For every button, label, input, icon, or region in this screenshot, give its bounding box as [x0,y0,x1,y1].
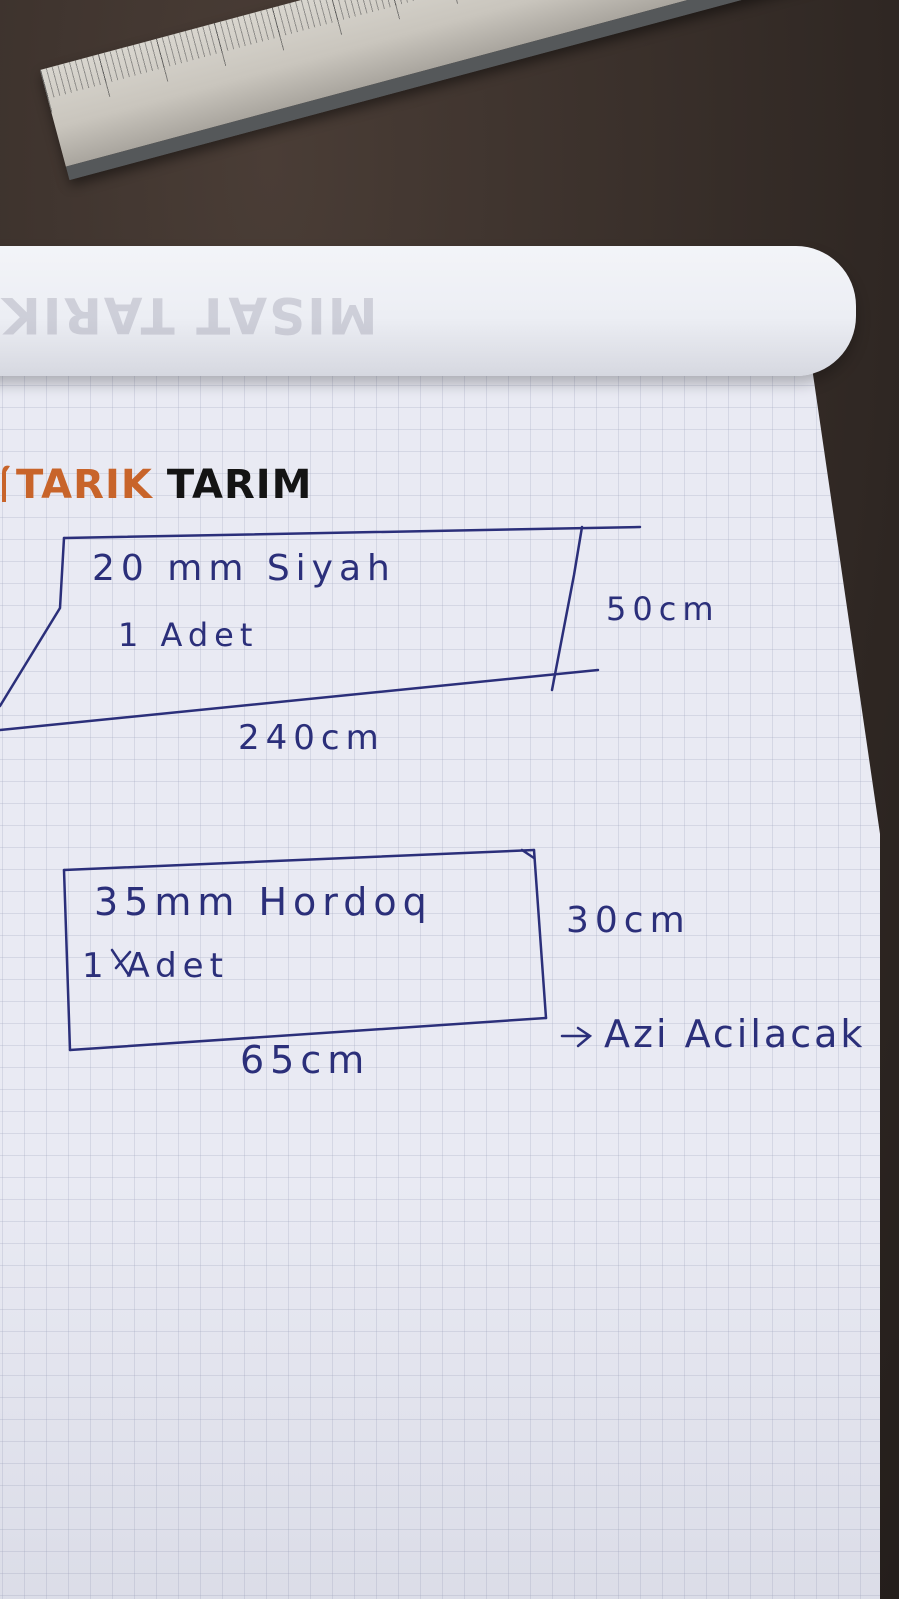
sketch2-width-label: 65cm [240,1038,371,1082]
sketch1-width-label: 240cm [238,718,385,758]
sketch1-material-text: 20 mm Siyah [92,548,396,589]
sketch1-height-label: 50cm [606,590,720,628]
sketch2-note: Azi Acilacak [604,1012,866,1056]
show-through-brand-text: MISAT TARIK [0,286,378,344]
sketch2-left-edge [64,870,70,1050]
sketch2-quantity-text: 1 Adet [82,946,229,986]
sketch1-quantity-text: 1 Adet [118,616,259,654]
brand-name-black: TARIM [166,462,313,508]
sketch1-right-edge [552,527,582,690]
brand-name-orange: TARIK [16,462,153,508]
sketch1-left-edge [0,538,64,706]
sketch2-right-edge [534,850,546,1018]
sketch2-top-edge [64,850,534,870]
sketch2-height-label: 30cm [566,900,691,941]
sketch2-material-text: 35mm Hordoq [94,880,433,924]
note-arrow [562,1028,590,1046]
sketch1-top-edge [64,527,640,538]
